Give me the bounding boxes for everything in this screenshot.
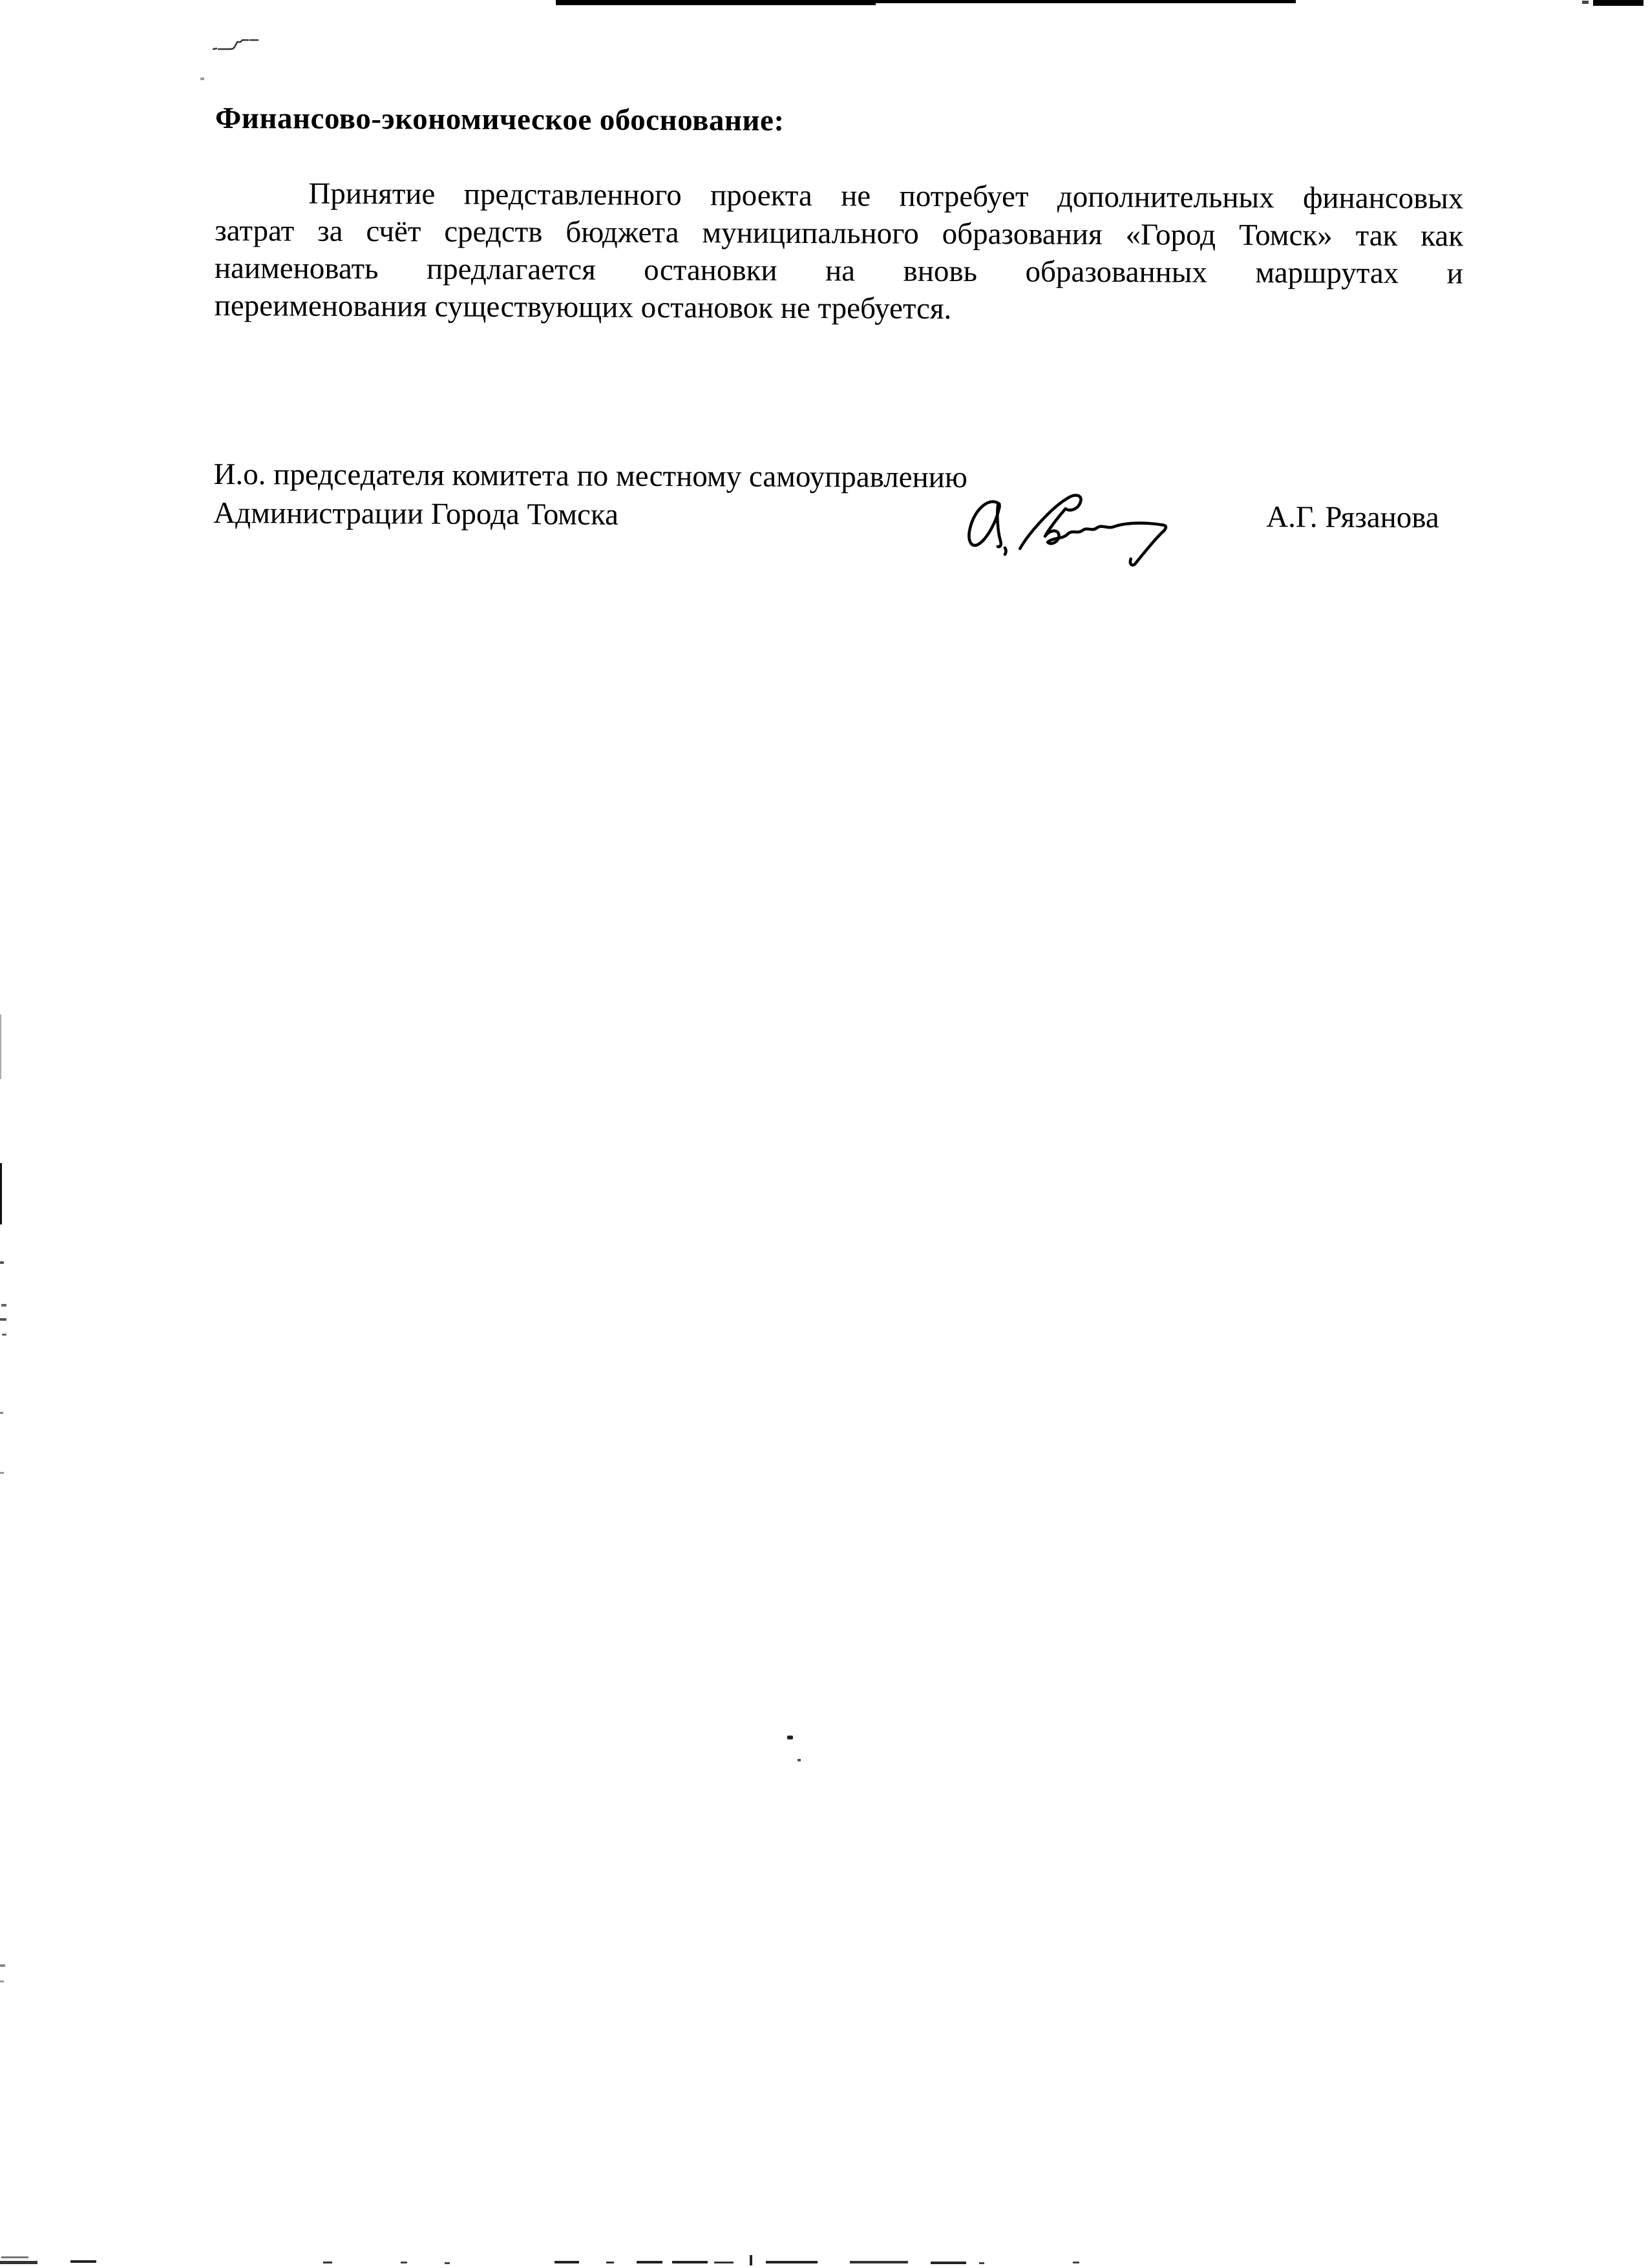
scan-speck	[2, 1334, 6, 1336]
scan-artifact-bottom-dash	[672, 2261, 708, 2263]
signer-title-line1: И.о. председателя комитета по местному самоуправлению	[213, 457, 968, 495]
scan-artifact-bottom-dash	[931, 2262, 966, 2264]
signer-name: А.Г. Рязанова	[1266, 500, 1439, 535]
paragraph-line: затрат за счёт средств бюджета муниципального образования «Город Томск» так как	[215, 213, 1464, 253]
scan-artifact-bottom-dash	[766, 2261, 818, 2263]
scan-speck	[0, 1261, 4, 1264]
scan-speck	[0, 1472, 4, 1474]
scan-speck	[787, 1736, 793, 1739]
scan-artifact-top-right-corner	[1593, 0, 1643, 6]
body-paragraph	[215, 174, 1464, 330]
signer-title-line2: Администрации Города Томска	[213, 496, 619, 532]
scan-artifact-bottom-dash	[606, 2262, 614, 2263]
scan-speck	[0, 1412, 3, 1414]
scan-artifact-bottom-dash	[979, 2262, 984, 2264]
paragraph-line: наименовать предлагается остановки на вновь образованных маршрутах и	[214, 251, 1464, 291]
scan-artifact-bottom-dash	[401, 2262, 407, 2263]
scan-artifact-bottom-dash	[637, 2261, 662, 2263]
section-heading: Финансово-экономическое обоснование:	[215, 101, 785, 138]
scan-speck	[0, 1964, 5, 1967]
scan-artifact-left-line-faint	[0, 1014, 1, 1079]
scan-artifact-bottom-tick	[750, 2255, 752, 2265]
paragraph-line: переименования существующих остановок не требуется.	[214, 288, 952, 326]
scan-artifact-bottom-cluster	[1, 2256, 28, 2258]
scan-speck	[798, 1759, 801, 1761]
scan-artifact-bottom-dash	[1073, 2262, 1079, 2263]
signature-block	[213, 455, 967, 536]
scan-artifact-bottom-dash	[850, 2261, 908, 2263]
scan-artifact-bottom-dash	[70, 2260, 96, 2263]
paragraph-line: Принятие представленного проекта не потребует дополнительных финансовых	[308, 176, 1464, 216]
scan-artifact-bottom-cluster	[0, 2261, 37, 2264]
scan-artifact-bottom-dash	[445, 2262, 450, 2264]
scan-speck	[0, 1980, 4, 1982]
handwritten-signature	[962, 483, 1186, 569]
scan-artifact-top-right-dot	[1582, 1, 1589, 4]
scan-artifact-left-line	[0, 1163, 2, 1224]
scan-artifact-bottom-dash	[714, 2262, 734, 2263]
scan-artifact-bottom-dash	[323, 2262, 332, 2263]
scan-artifact-bottom-dash	[555, 2261, 579, 2263]
scan-speck	[1, 1304, 6, 1307]
scan-speck	[0, 1318, 6, 1321]
